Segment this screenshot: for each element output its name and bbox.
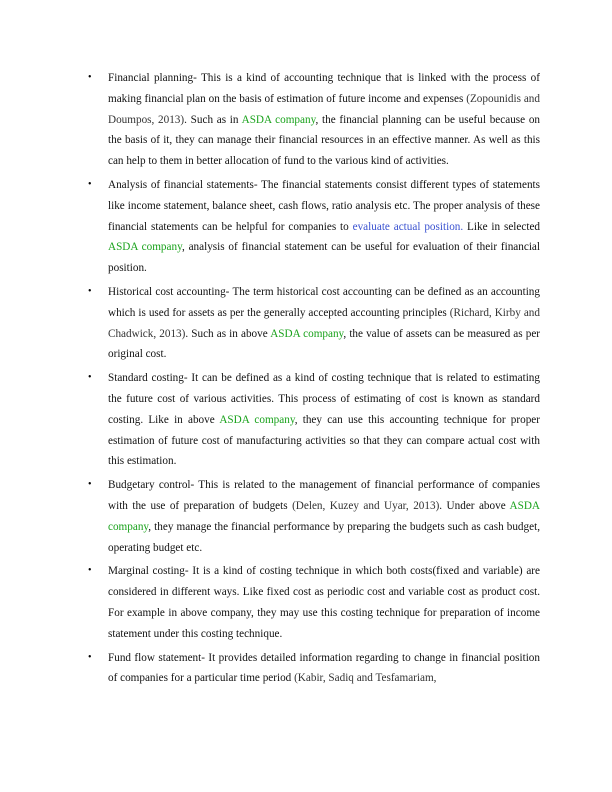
item-text: , the financial planning can be useful because on the basis of it, they can manage their financial resources in an effective manner. As well as this can help to them in better allocation of fund to the various kind of activities. bbox=[108, 113, 541, 168]
bullet-icon: • bbox=[88, 285, 92, 297]
item-text: Historical cost accounting- The term historical cost accounting can be defined as an accounting which is used for assets as per the generally accepted accounting principles bbox=[108, 285, 540, 319]
item-text: . Such as in above bbox=[185, 327, 271, 340]
list-item-marginal-costing bbox=[88, 561, 540, 644]
hyperlink-text[interactable]: evaluate actual position. bbox=[352, 220, 464, 233]
item-text: Marginal costing- It is a kind of costing technique in which both costs(fixed and variable) are considered in different ways. Like fixed cost as periodic cost and variable cost as product cost. For example in above company, they may use this costing technique for preparation of income statement under this costing technique. bbox=[108, 565, 540, 640]
citation: (Zopounidis and Doumpos, 2013) bbox=[108, 92, 540, 126]
citation: (Delen, Kuzey and Uyar, 2013) bbox=[292, 499, 440, 512]
list-item-historical-cost bbox=[88, 282, 541, 365]
company-highlight: ASDA company bbox=[241, 113, 316, 126]
list-item-budgetary-control bbox=[88, 475, 540, 558]
citation: (Richard, Kirby and Chadwick, 2013) bbox=[108, 306, 540, 340]
item-text: . Such as in bbox=[184, 113, 242, 126]
list-item-standard-costing bbox=[88, 368, 540, 472]
item-text: , they manage the financial performance by preparing the budgets such as cash budget, operating budget etc. bbox=[108, 520, 540, 554]
item-text: Like in selected bbox=[463, 220, 541, 233]
item-text: , analysis of financial statement can be useful for evaluation of their financial position. bbox=[108, 241, 541, 275]
item-text: Fund flow statement- It provides detailed information regarding to change in financial position of companies for a particular time period bbox=[108, 651, 540, 685]
bullet-icon: • bbox=[88, 479, 92, 491]
list-item-analysis-financial-statements bbox=[88, 175, 541, 279]
item-text: . Under above bbox=[439, 499, 510, 512]
bullet-icon: • bbox=[88, 565, 92, 577]
citation: (Kabir, Sadiq and Tesfamariam, bbox=[294, 672, 437, 685]
item-text: Analysis of financial statements- The financial statements consist different types of statements like income statement, balance sheet, cash flows, ratio analysis etc. The proper analysis of these financial statements can be helpful for companies to bbox=[108, 178, 540, 233]
bullet-icon: • bbox=[88, 72, 92, 83]
company-highlight: ASDA company bbox=[108, 241, 182, 254]
list-item-fund-flow bbox=[88, 648, 540, 690]
bullet-icon: • bbox=[88, 372, 92, 384]
item-text: Budgetary control- This is related to the management of financial performance of companies with the use of preparation of budgets bbox=[108, 479, 540, 512]
bullet-icon: • bbox=[88, 651, 92, 663]
bullet-list bbox=[88, 68, 541, 692]
item-text: Standard costing- It can be defined as a kind of costing technique that is related to estimating the future cost of various activities. This process of estimating of cost is known as standard costing. Like in above bbox=[108, 372, 540, 426]
company-highlight: ASDA company bbox=[219, 413, 295, 426]
item-text: , the value of assets can be measured as per original cost. bbox=[108, 327, 541, 361]
company-highlight: ASDA company bbox=[108, 499, 540, 533]
list-item-financial-planning bbox=[88, 68, 541, 172]
bullet-icon: • bbox=[88, 178, 92, 190]
item-text: Financial planning- This is a kind of accounting technique that is linked with the process of making financial plan on the basis of estimation of future income and expenses bbox=[108, 72, 540, 105]
company-highlight: ASDA company bbox=[270, 327, 344, 340]
item-text: , they can use this accounting technique for proper estimation of future cost of manufacturing activities so that they can compare actual cost with this estimation. bbox=[108, 413, 540, 468]
